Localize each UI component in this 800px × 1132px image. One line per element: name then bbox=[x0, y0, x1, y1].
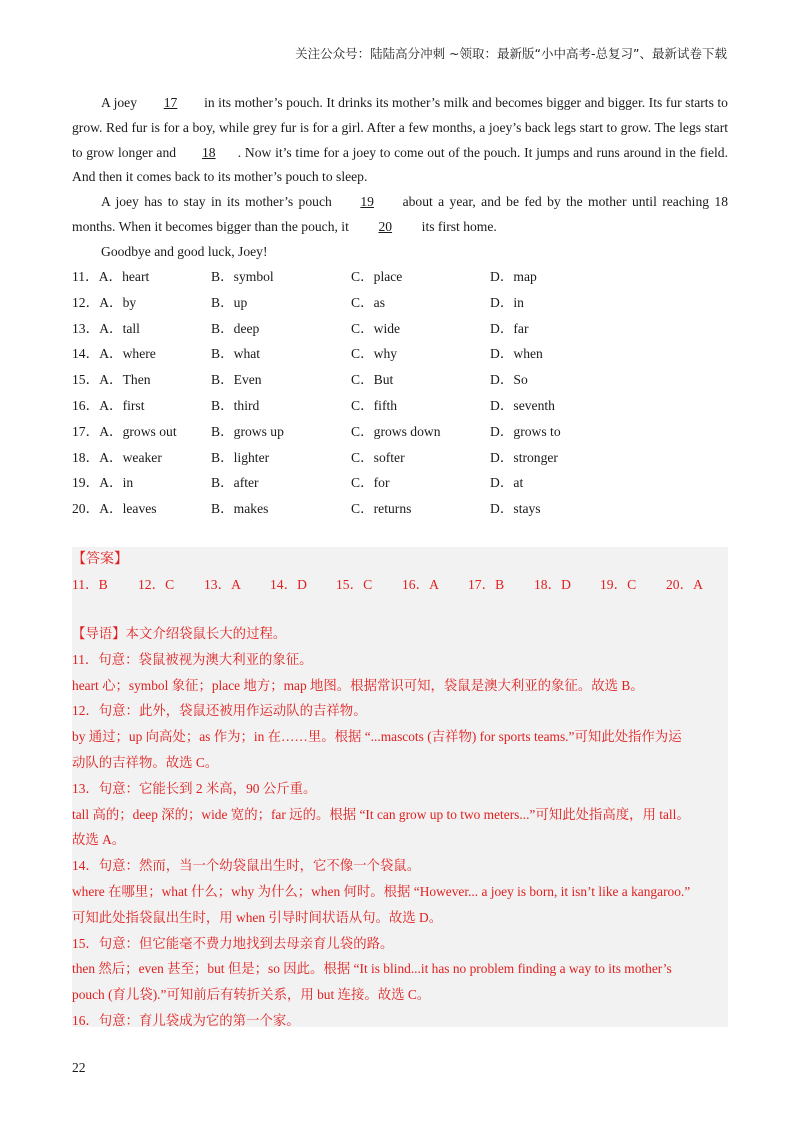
blank-18: 18 bbox=[202, 144, 216, 160]
question-number: 19． bbox=[72, 475, 100, 491]
question-number: 13． bbox=[72, 320, 100, 336]
option-d: D．map bbox=[490, 269, 537, 284]
option-b: B．third bbox=[211, 397, 260, 413]
option-c: C．place bbox=[351, 269, 403, 284]
explanation-line: 12．句意：此外，袋鼠还被用作运动队的吉祥物。 bbox=[72, 703, 367, 719]
option-d: D．seventh bbox=[490, 397, 555, 413]
option-a: A．leaves bbox=[99, 501, 157, 517]
explanation-line: 可知此处指袋鼠出生时，用 when 引导时间状语从句。故选 D。 bbox=[72, 909, 443, 925]
option-c: C．But bbox=[351, 372, 394, 388]
option-c: C．softer bbox=[351, 449, 405, 465]
passage-paragraph-2 bbox=[72, 190, 728, 240]
option-c: C．fifth bbox=[351, 397, 398, 413]
option-b: B．lighter bbox=[211, 449, 270, 465]
answer-keys bbox=[72, 573, 728, 595]
answer-key: 11．B bbox=[72, 577, 108, 592]
answer-title: 【答案】 bbox=[72, 551, 128, 567]
answer-key: 17．B bbox=[468, 577, 505, 592]
option-c: C．wide bbox=[351, 320, 401, 336]
page-number: 22 bbox=[72, 1060, 86, 1075]
explanation-block bbox=[72, 621, 728, 1034]
answer-key: 18．D bbox=[534, 577, 572, 592]
explanation-line: tall 高的；deep 深的；wide 宽的；far 远的。根据 “It can grow up to two meters...”可知此处指高度，用 tall。 bbox=[72, 806, 690, 822]
explanation-line: where 在哪里；what 什么；why 为什么；when 何时。根据 “However... a joey is born, it isn’t like a kangaroo.” bbox=[72, 883, 691, 899]
explanation-line: 故选 A。 bbox=[72, 832, 126, 848]
option-b: B．up bbox=[211, 294, 248, 310]
option-a: A．where bbox=[99, 346, 156, 362]
option-d: D．stronger bbox=[490, 449, 558, 465]
passage-text: about a year, and be fed by the mother until reaching 18 months. When it becomes bigger than the pouch, it bbox=[72, 194, 729, 234]
question-number: 15． bbox=[72, 372, 100, 388]
question-number: 17． bbox=[72, 423, 100, 439]
option-a: A．first bbox=[99, 397, 145, 413]
blank-17: 17 bbox=[163, 95, 178, 110]
explanation-line: then 然后；even 甚至；but 但是；so 因此。根据 “It is blind...it has no problem finding a way to its mother’s bbox=[72, 961, 672, 977]
option-d: D．when bbox=[490, 346, 543, 362]
explanation-line: 11．句意：袋鼠被视为澳大利亚的象征。 bbox=[72, 651, 313, 667]
explanation-line: by 通过；up 向高处；as 作为；in 在……里。根据 “...mascots (吉祥物) for sports teams.”可知此处指作为运 bbox=[72, 729, 682, 745]
option-c: C．returns bbox=[351, 501, 412, 517]
answer-key: 20．A bbox=[666, 577, 704, 592]
option-a: A．heart bbox=[98, 269, 150, 284]
blank-20: 20 bbox=[378, 218, 393, 234]
option-c: C．as bbox=[351, 294, 385, 310]
question-number: 18． bbox=[72, 449, 100, 465]
option-c: C．grows down bbox=[351, 423, 441, 439]
explanation-line: 【导语】本文介绍袋鼠长大的过程。 bbox=[72, 626, 287, 641]
option-b: B．Even bbox=[211, 372, 262, 388]
option-d: D．in bbox=[490, 294, 524, 310]
explanation-line: heart 心；symbol 象征；place 地方；map 地图。根据常识可知，袋鼠是澳大利亚的象征。故选 B。 bbox=[72, 677, 644, 693]
question-number: 14． bbox=[72, 346, 100, 362]
option-d: D．stays bbox=[490, 501, 541, 517]
explanation-line: 14．句意：然而，当一个幼袋鼠出生时，它不像一个袋鼠。 bbox=[72, 858, 421, 874]
passage-text: A joey has to stay in its mother’s pouch bbox=[101, 194, 332, 210]
passage-paragraph-3: Goodbye and good luck, Joey! bbox=[101, 243, 268, 259]
option-a: A．grows out bbox=[99, 423, 177, 439]
passage-text: . Now it’s time for a joey to come out of the pouch. It jumps and runs around in the field. And then it comes back to its mother’s pouch to sleep. bbox=[72, 144, 728, 185]
option-d: D．grows to bbox=[490, 423, 561, 439]
explanation-line: 16．句意：育儿袋成为它的第一个家。 bbox=[72, 1012, 300, 1028]
option-b: B．after bbox=[211, 475, 259, 491]
option-d: D．So bbox=[490, 372, 528, 388]
answer-section bbox=[72, 547, 728, 1027]
explanation-line: 13．句意：它能长到 2 米高，90 公斤重。 bbox=[72, 780, 317, 796]
option-a: A．in bbox=[99, 475, 134, 491]
passage-text: in its mother’s pouch. It drinks its mother’s milk and becomes bigger and bigger. Its fur starts to grow. Red fur is for a boy, while grey fur is for a girl. After a few months, a joey’s back legs start to grow. The legs start to grow longer and bbox=[72, 95, 728, 160]
option-b: B．deep bbox=[211, 320, 260, 336]
answer-key: 14．D bbox=[270, 577, 308, 592]
option-b: B．grows up bbox=[211, 423, 284, 439]
question-number: 12． bbox=[72, 294, 100, 310]
question-number: 16． bbox=[72, 397, 100, 413]
option-b: B．what bbox=[211, 346, 261, 362]
option-c: C．for bbox=[351, 475, 390, 491]
passage-paragraph-1 bbox=[72, 91, 728, 190]
option-b: B．makes bbox=[211, 501, 269, 517]
option-d: D．far bbox=[490, 320, 529, 336]
option-a: A．tall bbox=[99, 320, 140, 336]
answer-key: 15．C bbox=[336, 577, 373, 592]
explanation-line: pouch (育儿袋).”可知前后有转折关系，用 but 连接。故选 C。 bbox=[72, 987, 431, 1003]
question-number: 20． bbox=[72, 501, 100, 517]
question-number: 11． bbox=[72, 269, 99, 284]
explanation-line: 动队的吉祥物。故选 C。 bbox=[72, 754, 219, 770]
answer-key: 16．A bbox=[402, 577, 440, 592]
blank-19: 19 bbox=[360, 194, 374, 210]
option-c: C．why bbox=[351, 346, 398, 362]
option-a: A．Then bbox=[99, 372, 151, 388]
answer-key: 19．C bbox=[600, 577, 637, 592]
option-a: A．weaker bbox=[99, 449, 162, 465]
option-b: B．symbol bbox=[211, 269, 274, 284]
page-header: 关注公众号：陆陆高分冲刺 ~领取：最新版“小中高考-总复习”、最新试卷下载 bbox=[295, 46, 727, 61]
explanation-line: 15．句意：但它能毫不费力地找到去母亲育儿袋的路。 bbox=[72, 935, 394, 951]
answer-key: 13．A bbox=[204, 577, 242, 592]
option-d: D．at bbox=[490, 475, 524, 491]
option-a: A．by bbox=[99, 294, 137, 310]
passage-text: A joey bbox=[101, 95, 138, 110]
cloze-passage bbox=[72, 91, 728, 265]
passage-text: its first home. bbox=[421, 218, 497, 234]
answer-key: 12．C bbox=[138, 577, 175, 592]
